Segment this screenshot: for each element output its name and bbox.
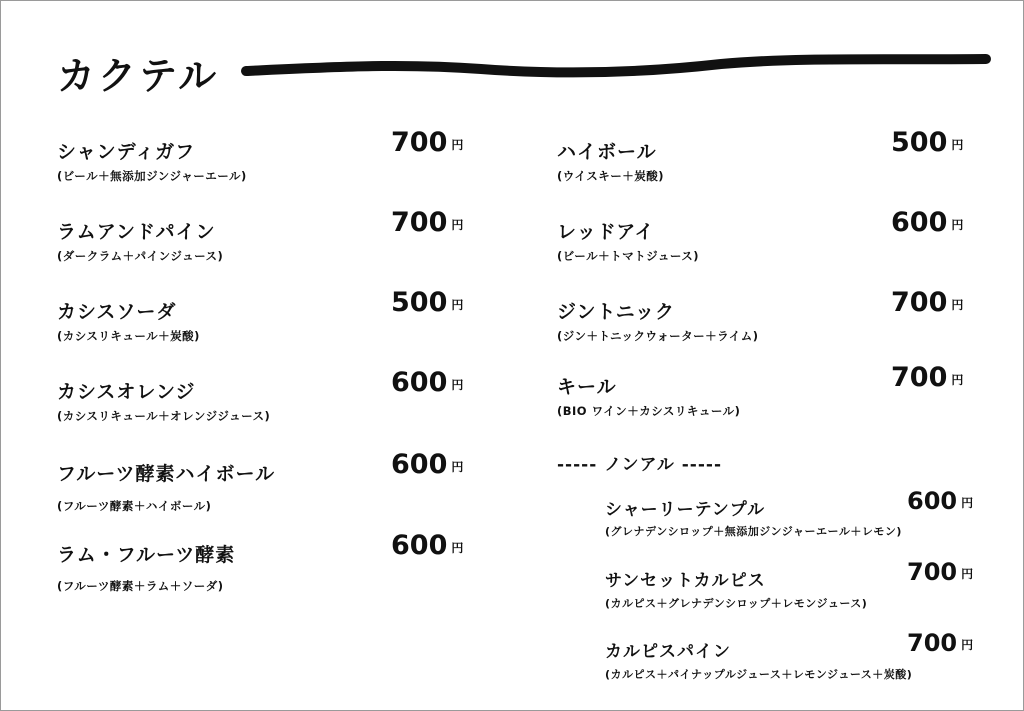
price-value: 700 [391, 207, 448, 238]
menu-item [57, 530, 477, 600]
item-description: (ダークラム＋パインジュース) [57, 249, 224, 263]
item-name: サンセットカルピス [605, 571, 766, 591]
item-description: (ウイスキー＋炭酸) [557, 169, 665, 183]
price-value: 700 [907, 629, 958, 657]
menu-item [557, 287, 977, 357]
price-value: 600 [391, 530, 448, 561]
menu-item [557, 207, 977, 277]
item-price [391, 287, 463, 318]
item-name: レッドアイ [557, 221, 655, 243]
price-value: 700 [891, 287, 948, 318]
menu-item [605, 629, 975, 697]
yen-symbol: 円 [451, 378, 464, 392]
price-value: 700 [907, 558, 958, 586]
item-name: ラム・フルーツ酵素 [57, 544, 236, 566]
yen-symbol: 円 [451, 541, 464, 555]
yen-symbol: 円 [451, 138, 464, 152]
item-name: ハイボール [557, 141, 657, 163]
item-price [891, 207, 963, 238]
item-description: (カルピス＋グレナデンシロップ＋レモンジュース) [605, 597, 868, 610]
item-price [391, 207, 463, 238]
price-value: 700 [891, 362, 948, 393]
menu-item [605, 487, 975, 555]
yen-symbol: 円 [961, 496, 974, 510]
price-value: 600 [391, 367, 448, 398]
item-name: ラムアンドパイン [57, 221, 216, 243]
menu-item [57, 367, 477, 437]
item-price [391, 449, 463, 480]
item-description: (カシスリキュール＋炭酸) [57, 329, 200, 343]
menu-item [557, 362, 977, 432]
item-description: (カシスリキュール＋オレンジジュース) [57, 409, 271, 423]
item-price [907, 558, 973, 586]
item-price [391, 367, 463, 398]
yen-symbol: 円 [961, 567, 974, 581]
item-price [891, 287, 963, 318]
item-name: カルピスパイン [605, 642, 731, 662]
item-name: キール [557, 376, 617, 398]
page-title: カクテル [57, 54, 220, 98]
yen-symbol: 円 [961, 638, 974, 652]
price-value: 700 [391, 127, 448, 158]
item-name: シャンディガフ [57, 141, 196, 163]
item-name: シャーリーテンプル [605, 500, 766, 520]
item-description: (ビール＋無添加ジンジャーエール) [57, 169, 247, 183]
menu-item [57, 127, 477, 197]
item-description: (カルピス＋パイナップルジュース＋レモンジュース＋炭酸) [605, 668, 913, 681]
item-price [907, 487, 973, 515]
item-price [391, 530, 463, 561]
item-description: (フルーツ酵素＋ハイボール) [57, 499, 212, 513]
yen-symbol: 円 [951, 298, 964, 312]
yen-symbol: 円 [451, 298, 464, 312]
yen-symbol: 円 [951, 218, 964, 232]
item-description: (ビール＋トマトジュース) [557, 249, 700, 263]
item-price [391, 127, 463, 158]
item-price [891, 362, 963, 393]
item-name: ジントニック [557, 301, 676, 323]
yen-symbol: 円 [951, 138, 964, 152]
item-price [891, 127, 963, 158]
price-value: 600 [907, 487, 958, 515]
nonalcohol-heading: ----- ノンアル ----- [557, 455, 723, 475]
price-value: 500 [891, 127, 948, 158]
price-value: 500 [391, 287, 448, 318]
menu-item [557, 127, 977, 197]
item-name: フルーツ酵素ハイボール [57, 463, 276, 485]
item-name: カシスソーダ [57, 301, 177, 323]
menu-item [57, 207, 477, 277]
decorative-wave-line [241, 47, 991, 87]
item-price [907, 629, 973, 657]
price-value: 600 [891, 207, 948, 238]
menu-item [57, 287, 477, 357]
menu-item [605, 558, 975, 626]
item-name: カシスオレンジ [57, 381, 196, 403]
item-description: (グレナデンシロップ＋無添加ジンジャーエール＋レモン) [605, 525, 902, 538]
price-value: 600 [391, 449, 448, 480]
menu-item [57, 449, 477, 519]
yen-symbol: 円 [451, 218, 464, 232]
item-description: (ジン＋トニックウォーター＋ライム) [557, 329, 759, 343]
yen-symbol: 円 [951, 373, 964, 387]
item-description: (BIO ワイン＋カシスリキュール) [557, 404, 741, 418]
item-description: (フルーツ酵素＋ラム＋ソーダ) [57, 579, 224, 593]
yen-symbol: 円 [451, 460, 464, 474]
